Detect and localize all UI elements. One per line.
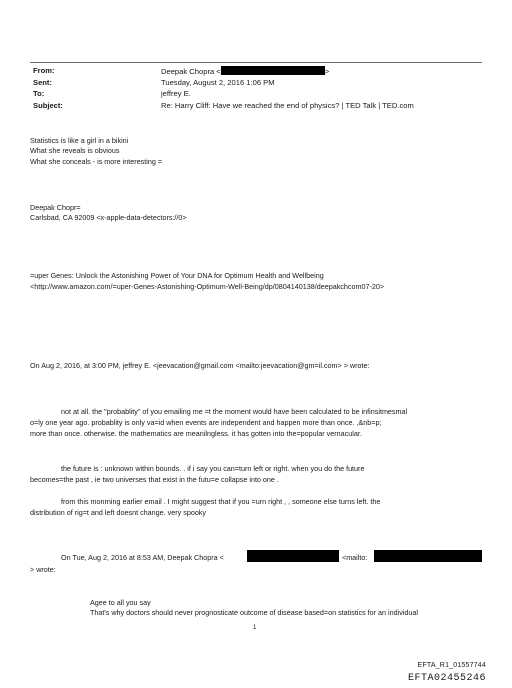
body-line: What she conceals - is more interesting = <box>30 157 163 166</box>
reply-line: the future is : unknown within bounds. . if i say you can=turn left or right. when you do the future <box>61 464 365 473</box>
body-line: Statistics is like a girl in a bikini <box>30 136 129 145</box>
from-value <box>161 66 329 77</box>
top-rule <box>30 62 482 63</box>
redaction-block <box>374 550 482 562</box>
page-number: 1 <box>253 625 257 631</box>
final-line: That's why doctors should never prognosticate outcome of disease based=on statistics for an individual <box>90 608 418 617</box>
reply-line: not at all. the "probablity" of you emailing me =t the moment would have been calculated to be infinsitmesmal <box>61 407 408 416</box>
signature-line: Carlsbad, CA 92009 <x-apple-data-detectors://0> <box>30 213 187 222</box>
quote-header-2: On Tue, Aug 2, 2016 at 8:53 AM, Deepak Chopra < <box>61 553 224 562</box>
reply-line: o=ly one year ago. probablity is only va=id when events are independent and happen more than once. ,&nb=p; <box>30 418 382 427</box>
quote-header-2-mailto: <mailto: <box>342 553 368 562</box>
footer-code-1: EFTA_R1_01557744 <box>417 662 486 669</box>
from-tail: > <box>324 67 330 76</box>
from-name: Deepak Chopra < <box>161 67 221 76</box>
reply-line: more than once. otherwise. the mathematics are meanilngless. it has gotten into the=popular vernacular. <box>30 429 362 438</box>
sent-label: Sent: <box>33 78 52 87</box>
from-label: From: <box>33 66 55 75</box>
footer-code-2: EFTA02455246 <box>407 673 486 684</box>
subject-value: Re: Harry Cliff: Have we reached the end of physics? | TED Talk | TED.com <box>161 101 414 110</box>
to-label: To: <box>33 89 45 98</box>
reply-line: distribution of rig=t and left doesnt change. very spooky <box>30 508 206 517</box>
to-value: jeffrey E. <box>161 89 191 98</box>
sent-value: Tuesday, August 2, 2016 1:06 PM <box>161 78 275 87</box>
quote-header-2-end: > wrote: <box>30 565 56 574</box>
signature-line: Deepak Chopr= <box>30 203 81 212</box>
reply-line: becomes=the past , ie two universes that exist in the futu=e collapse into one . <box>30 475 279 484</box>
book-title: =uper Genes: Unlock the Astonishing Power of Your DNA for Optimum Health and Wellbeing <box>30 271 324 280</box>
quote-header: On Aug 2, 2016, at 3:00 PM, jeffrey E. <jeevacation@gmail.com <mailto:jeevacation@gm=il.com> > wrote: <box>30 361 370 370</box>
reply-line: from this monrning earlier email . I might suggest that if you =urn right , , someone else turns left. the <box>61 497 381 506</box>
redaction-block <box>247 550 339 562</box>
body-line: What she reveals is obvious <box>30 146 120 155</box>
from-redaction <box>221 66 325 75</box>
final-line: Agee to all you say <box>90 598 151 607</box>
subject-label: Subject: <box>33 101 63 110</box>
book-link: <http://www.amazon.com/=uper-Genes-Astonishing-Optimum-Well-Being/dp/0804140138/deepakchcom07-20> <box>30 282 385 291</box>
